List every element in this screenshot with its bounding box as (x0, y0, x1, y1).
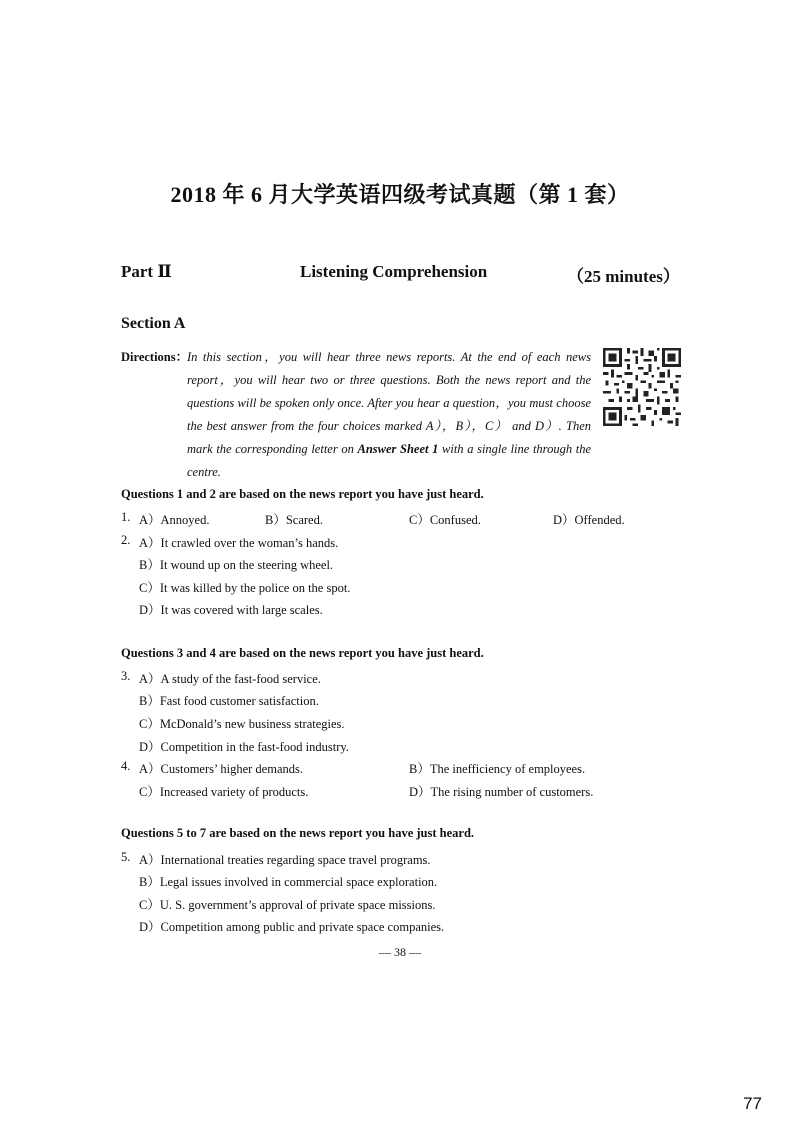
directions-text-main: In this section，you will hear three news reports. At the end of each news report，you will hear two or three questions. Both the news report and the questions will be spoken only once. After you hear a question，you must choose the best answer from the four choices marked A），B），C） and D）. Then mark the corresponding letter on (187, 350, 591, 456)
section-title: Section A (121, 315, 186, 332)
question-number: 1. (121, 510, 131, 524)
directions-text-end: with a single line through the centre. (187, 442, 591, 479)
option-5d[interactable]: D）Competition among public and private space companies. (139, 920, 445, 934)
question-number: 4. (121, 759, 131, 773)
option-4a[interactable]: A）Customers’ higher demands. (139, 762, 303, 776)
option-3c[interactable]: C）McDonald’s new business strategies. (139, 717, 345, 731)
option-2d[interactable]: D）It was covered with large scales. (139, 603, 323, 617)
option-4d[interactable]: D）The rising number of customers. (409, 785, 594, 799)
directions-label: Directions： (121, 350, 189, 364)
option-1c[interactable]: C）Confused. (409, 513, 481, 527)
part-label: Part Ⅱ (121, 262, 172, 281)
option-1b[interactable]: B）Scared. (265, 513, 323, 527)
option-1d[interactable]: D）Offended. (553, 513, 625, 527)
option-4b[interactable]: B）The inefficiency of employees. (409, 762, 586, 776)
option-5a[interactable]: A）International treaties regarding space travel programs. (139, 853, 431, 867)
group-heading-q5-7: Questions 5 to 7 are based on the news report you have just heard. (121, 826, 475, 840)
option-2b[interactable]: B）It wound up on the steering wheel. (139, 558, 334, 572)
option-5b[interactable]: B）Legal issues involved in commercial space exploration. (139, 875, 438, 889)
page-number-footer: — 38 — (379, 945, 421, 959)
part-name: Listening Comprehension (300, 262, 488, 281)
option-2c[interactable]: C）It was killed by the police on the spot. (139, 581, 351, 595)
directions-text (187, 346, 591, 484)
option-2a[interactable]: A）It crawled over the woman’s hands. (139, 536, 339, 550)
group-heading-q3-4: Questions 3 and 4 are based on the news report you have just heard. (121, 646, 484, 660)
option-3d[interactable]: D）Competition in the fast-food industry. (139, 740, 349, 754)
question-number: 5. (121, 850, 131, 864)
option-5c[interactable]: C）U. S. government’s approval of private space missions. (139, 898, 436, 912)
question-number: 2. (121, 533, 131, 547)
scan-page-number: 77 (743, 1094, 762, 1113)
answer-sheet-ref: Answer Sheet 1 (357, 442, 439, 456)
option-1a[interactable]: A）Annoyed. (139, 513, 210, 527)
question-number: 3. (121, 669, 131, 683)
qr-code-icon[interactable] (603, 348, 681, 426)
exam-title: 2018 年 6 月大学英语四级考试真题（第 1 套） (170, 182, 630, 207)
option-3b[interactable]: B）Fast food customer satisfaction. (139, 694, 319, 708)
option-4c[interactable]: C）Increased variety of products. (139, 785, 309, 799)
directions-block (121, 346, 591, 484)
option-3a[interactable]: A）A study of the fast-food service. (139, 672, 321, 686)
part-time-limit: （25 minutes） (567, 267, 680, 286)
group-heading-q1-2: Questions 1 and 2 are based on the news report you have just heard. (121, 487, 484, 501)
